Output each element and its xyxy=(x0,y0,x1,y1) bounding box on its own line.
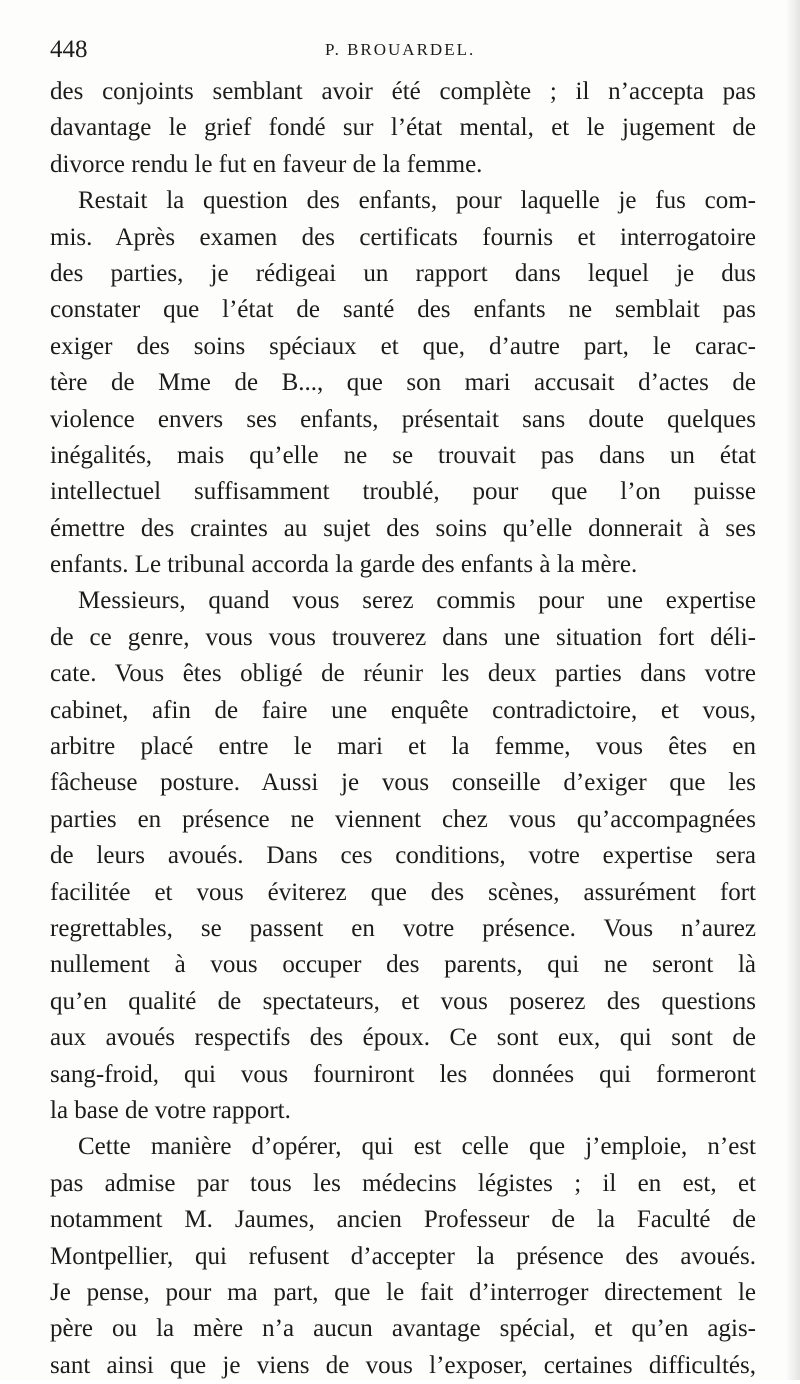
text-line: intellectuel suffisamment troublé, pour que l’on puisse xyxy=(50,478,756,506)
text-line: Cette manière d’opérer, qui est celle que j’emploie, n’est xyxy=(78,1133,756,1161)
text-line: émettre des craintes au sujet des soins qu’elle donnerait à ses xyxy=(50,514,756,542)
page-number: 448 xyxy=(50,36,88,63)
page-edge-shadow xyxy=(786,0,800,1380)
page-header xyxy=(50,36,755,70)
text-line: pas admise par tous les médecins légistes ; il en est, et xyxy=(50,1169,756,1197)
text-line: cate. Vous êtes obligé de réunir les deux parties dans votre xyxy=(50,660,756,688)
text-line: mis. Après examen des certificats fournis et interrogatoire xyxy=(50,223,756,251)
text-line: exiger des soins spéciaux et que, d’autre part, le carac- xyxy=(50,332,756,360)
text-line: Restait la question des enfants, pour laquelle je fus com- xyxy=(78,187,756,215)
text-line: nullement à vous occuper des parents, qui ne seront là xyxy=(50,951,756,979)
text-line: cabinet, afin de faire une enquête contradictoire, et vous, xyxy=(50,696,756,724)
text-line: de leurs avoués. Dans ces conditions, votre expertise sera xyxy=(50,842,756,870)
text-line: la base de votre rapport. xyxy=(50,1096,291,1124)
text-line: arbitre placé entre le mari et la femme, vous êtes en xyxy=(50,733,756,761)
text-line: divorce rendu le fut en faveur de la femme. xyxy=(50,150,483,178)
text-line: tère de Mme de B..., que son mari accusait d’actes de xyxy=(50,369,756,397)
text-line: constater que l’état de santé des enfants ne semblait pas xyxy=(50,296,756,324)
text-line: aux avoués respectifs des époux. Ce sont eux, qui sont de xyxy=(50,1024,756,1052)
text-line: facilitée et vous éviterez que des scènes, assurément fort xyxy=(50,878,756,906)
text-line: des conjoints semblant avoir été complète ; il n’accepta pas xyxy=(50,78,756,105)
text-line: davantage le grief fondé sur l’état mental, et le jugement de xyxy=(50,114,756,142)
text-line: inégalités, mais qu’elle ne se trouvait pas dans un état xyxy=(50,441,756,469)
body-text xyxy=(50,74,756,1384)
text-line: regrettables, se passent en votre présence. Vous n’aurez xyxy=(50,914,756,942)
text-line: fâcheuse posture. Aussi je vous conseille d’exiger que les xyxy=(50,769,756,797)
text-line: parties en présence ne viennent chez vous qu’accompagnées xyxy=(50,805,756,833)
text-line: enfants. Le tribunal accorda la garde des enfants à la mère. xyxy=(50,551,638,579)
running-head: P. BROUARDEL. xyxy=(325,40,476,59)
text-line: Messieurs, quand vous serez commis pour une expertise xyxy=(78,587,756,615)
text-line: de ce genre, vous vous trouverez dans une situation fort déli- xyxy=(50,623,756,651)
text-line: père ou la mère n’a aucun avantage spécial, et qu’en agis- xyxy=(50,1315,756,1343)
text-line: des parties, je rédigeai un rapport dans lequel je dus xyxy=(50,259,756,287)
text-line: Montpellier, qui refusent d’accepter la présence des avoués. xyxy=(50,1242,756,1270)
text-line: sang-froid, qui vous fourniront les données qui formeront xyxy=(50,1060,756,1088)
text-line: violence envers ses enfants, présentait sans doute quelques xyxy=(50,405,756,433)
text-line: sant ainsi que je viens de vous l’exposer, certaines difficultés, xyxy=(50,1351,756,1379)
text-line: notamment M. Jaumes, ancien Professeur de la Faculté de xyxy=(50,1206,756,1234)
text-line: Je pense, pour ma part, que le fait d’interroger directement le xyxy=(50,1278,756,1306)
text-line: qu’en qualité de spectateurs, et vous poserez des questions xyxy=(50,987,756,1015)
